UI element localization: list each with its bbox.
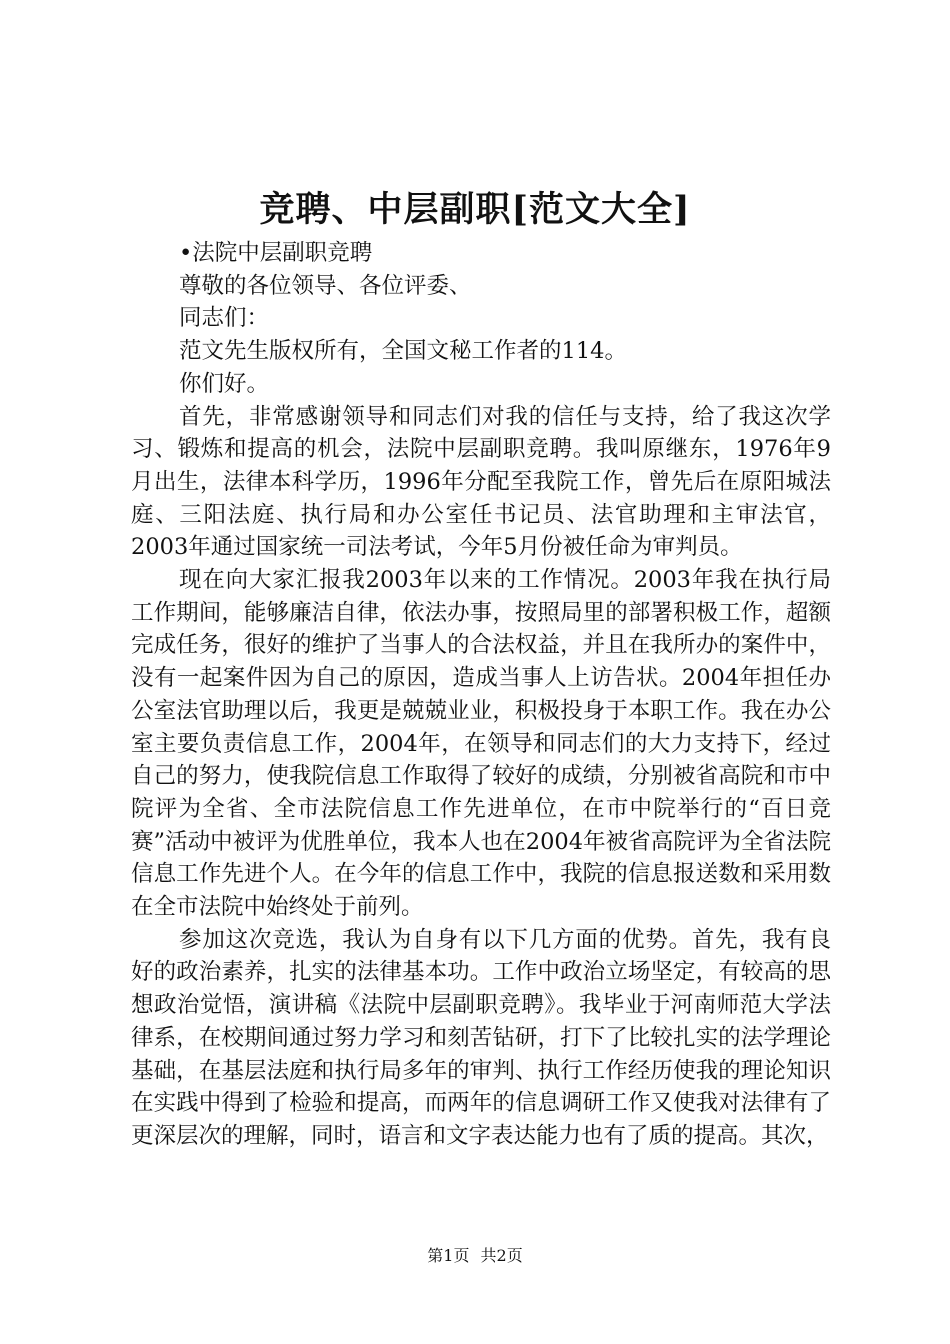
- bullet-heading: •法院中层副职竞聘: [179, 240, 373, 266]
- salutation-line: 同志们：: [179, 305, 270, 332]
- page-number-total: 共2页: [480, 1246, 523, 1265]
- body-paragraph: 参加这次竞选，我认为自身有以下几方面的优势。首先，我有良好的政治素养，扎实的法律基本功。工作中政治立场坚定，有较高的思想政治觉悟，演讲稿《法院中层副职竞聘》。我毕业于河南师范大学法律系，在校期间通过努力学习和刻苦钻研，打下了比较扎实的法学理论基础，在基层法庭和执行局多年的审判、执行工作经历使我的理论知识在实践中得到了检验和提高，而两年的信息调研工作又使我对法律有了更深层次的理解，同时，语言和文字表达能力也有了质的提高。其次，: [131, 926, 831, 1149]
- document-body: [131, 237, 831, 1153]
- salutation-line: 你们好。: [179, 370, 270, 397]
- document-title: 竞聘、中层副职[范文大全]: [259, 189, 691, 230]
- page-footer: [0, 1245, 950, 1267]
- body-paragraph: 现在向大家汇报我2003年以来的工作情况。2003年我在执行局工作期间，能够廉洁自律，依法办事，按照局里的部署积极工作，超额完成任务，很好的维护了当事人的合法权益，并且在我所办的案件中，没有一起案件因为自己的原因，造成当事人上访告状。2004年担任办公室法官助理以后，我更是兢兢业业，积极投身于本职工作。我在办公室主要负责信息工作，2004年，在领导和同志们的大力支持下，经过自己的努力，使我院信息工作取得了较好的成绩，分别被省高院和市中院评为全省、全市法院信息工作先进单位，在市中院举行的“百日竞赛”活动中被评为优胜单位，我本人也在2004年被省高院评为全省法院信息工作先进个人。在今年的信息工作中，我院的信息报送数和采用数在全市法院中始终处于前列。: [131, 567, 831, 921]
- salutation-line: 范文先生版权所有，全国文秘工作者的114。: [179, 338, 627, 365]
- salutation-line: 尊敬的各位领导、各位评委、: [179, 272, 472, 299]
- body-paragraph: 首先，非常感谢领导和同志们对我的信任与支持，给了我这次学习、锻炼和提高的机会，法院中层副职竞聘。我叫原继东，1976年9月出生，法律本科学历，1996年分配至我院工作，曾先后在原阳城法庭、三阳法庭、执行局和办公室任书记员、法官助理和主审法官，2003年通过国家统一司法考试，今年5月份被任命为审判员。: [131, 403, 831, 561]
- page-number-current: 第1页: [427, 1246, 470, 1265]
